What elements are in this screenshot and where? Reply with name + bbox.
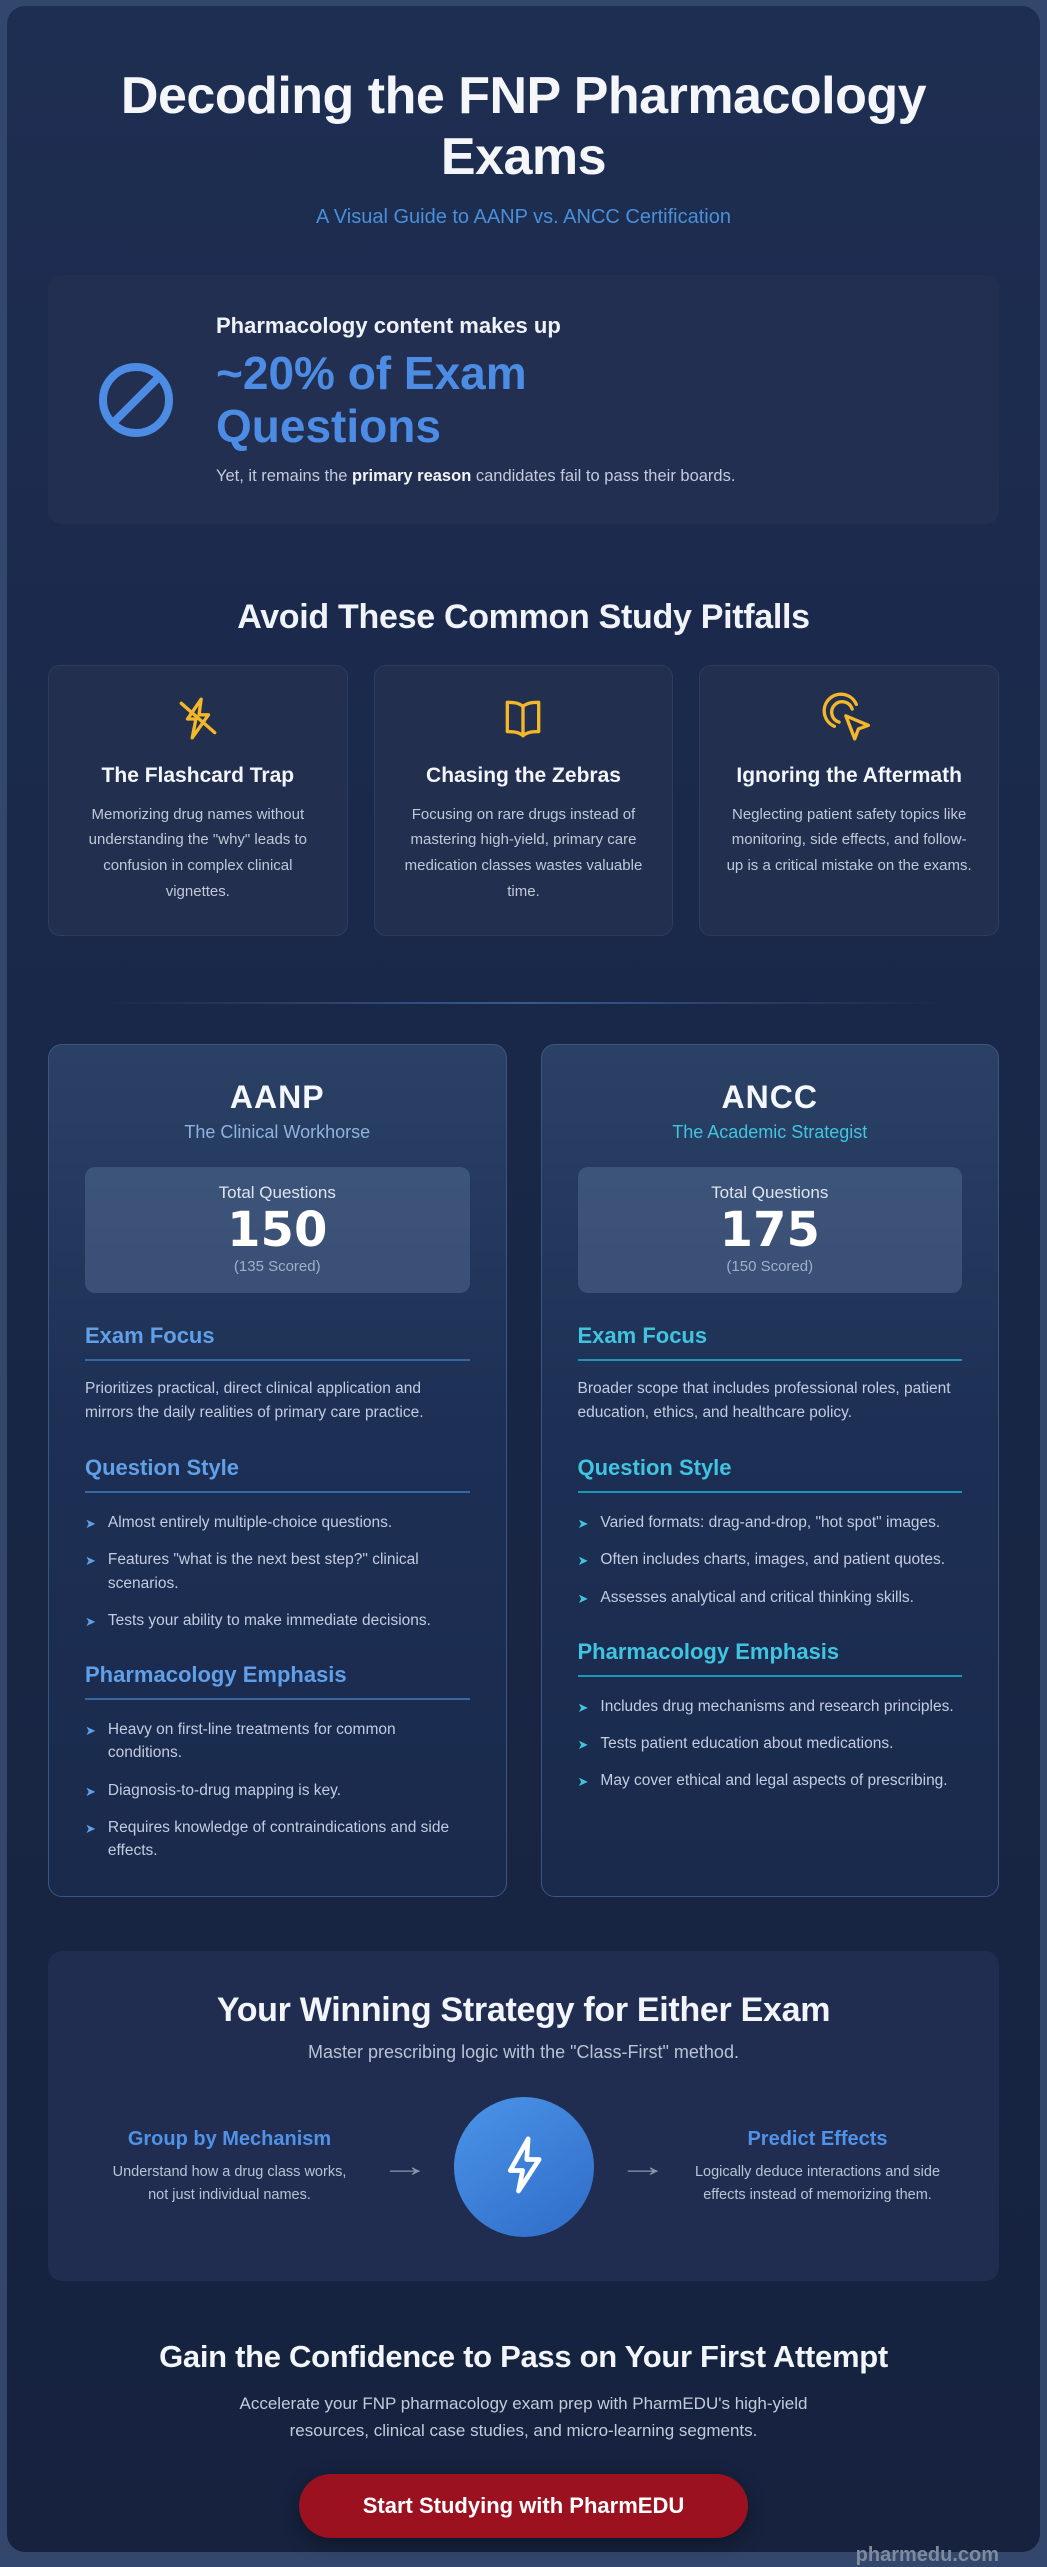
bullet-arrow-icon: ➤ xyxy=(577,1774,589,1790)
strategy-subtitle: Master prescribing logic with the "Class-First" method. xyxy=(308,2042,739,2063)
exam-focus-heading: Exam Focus xyxy=(85,1323,470,1361)
cta-text: Accelerate your FNP pharmacology exam prep with PharmEDU's high-yield resources, clinical case studies, and micro-learning segments. xyxy=(239,2394,808,2440)
bullet-item xyxy=(85,1609,470,1632)
page-subtitle: A Visual Guide to AANP vs. ANCC Certification xyxy=(315,205,731,228)
prohibited-icon xyxy=(94,358,178,442)
strategy-row xyxy=(88,2097,959,2237)
strategy-step-left xyxy=(104,2128,356,2207)
bullet-item xyxy=(578,1548,963,1571)
stat-intro: Pharmacology content makes up xyxy=(216,312,561,338)
bullet-arrow-icon: ➤ xyxy=(85,1613,96,1629)
bullet-text: Heavy on first-line treatments for common conditions. xyxy=(107,1721,396,1762)
pitfall-card-chasing-zebras xyxy=(374,665,674,935)
stat-body xyxy=(216,313,953,487)
lightning-circle xyxy=(454,2097,594,2237)
pharm-emphasis-list xyxy=(578,1695,963,1793)
flow-arrow-icon: → xyxy=(379,2150,430,2184)
bullet-arrow-icon: ➤ xyxy=(85,1516,96,1532)
pitfall-title: The Flashcard Trap xyxy=(101,764,295,788)
bullet-text: Diagnosis-to-drug mapping is key. xyxy=(107,1781,342,1799)
total-questions-badge xyxy=(578,1167,963,1293)
bullet-arrow-icon: ➤ xyxy=(577,1737,589,1753)
pitfall-row xyxy=(48,665,999,935)
exam-focus-heading: Exam Focus xyxy=(578,1323,963,1361)
bullet-item xyxy=(578,1732,963,1755)
stat-note-prefix: Yet, it remains the xyxy=(216,467,353,486)
open-book-icon xyxy=(500,696,546,742)
bullet-arrow-icon: ➤ xyxy=(85,1820,96,1836)
total-questions-value: 150 xyxy=(227,1201,328,1258)
bullet-arrow-icon: ➤ xyxy=(85,1723,96,1739)
bullet-item xyxy=(85,1718,470,1765)
bullet-arrow-icon: ➤ xyxy=(577,1590,589,1606)
bullet-text: Features "what is the next best step?" clinical scenarios. xyxy=(107,1551,419,1592)
bullet-text: Tests patient education about medications. xyxy=(600,1735,894,1753)
pitfall-title: Ignoring the Aftermath xyxy=(736,764,962,788)
step-title: Group by Mechanism xyxy=(127,2127,332,2150)
section-divider xyxy=(105,1002,942,1004)
stat-note-bold: primary reason xyxy=(352,467,472,486)
total-questions-badge xyxy=(85,1167,470,1293)
stat-card xyxy=(48,275,999,525)
bullet-text: Includes drug mechanisms and research principles. xyxy=(600,1697,954,1715)
step-title: Predict Effects xyxy=(747,2127,888,2150)
bullet-arrow-icon: ➤ xyxy=(577,1699,589,1715)
bullet-text: Almost entirely multiple-choice questions. xyxy=(107,1514,393,1532)
total-questions-scored: (135 Scored) xyxy=(233,1258,321,1275)
page-title: Decoding the FNP Pharmacology Exams xyxy=(120,67,927,186)
pitfall-text: Focusing on rare drugs instead of mastering high-yield, primary care medication classes wastes valuable time. xyxy=(404,805,643,901)
question-style-list xyxy=(578,1511,963,1609)
pharm-emphasis-list xyxy=(85,1718,470,1862)
bullet-item xyxy=(578,1511,963,1534)
question-style-heading: Question Style xyxy=(85,1455,470,1493)
start-studying-button[interactable]: Start Studying with PharmEDU xyxy=(299,2474,748,2538)
exam-focus-text: Broader scope that includes professional roles, patient education, ethics, and healthcare policy. xyxy=(577,1380,951,1422)
pitfalls-section-title: Avoid These Common Study Pitfalls xyxy=(237,598,810,637)
tap-click-icon xyxy=(826,696,872,742)
exam-comparison-row xyxy=(48,1044,999,1897)
pharm-emphasis-heading: Pharmacology Emphasis xyxy=(85,1662,470,1700)
exam-card-aanp xyxy=(48,1044,507,1897)
total-questions-value: 175 xyxy=(719,1201,820,1258)
pitfall-card-flashcard-trap xyxy=(48,665,348,935)
question-style-list xyxy=(85,1511,470,1632)
exam-card-ancc xyxy=(541,1044,1000,1897)
stat-note xyxy=(216,467,953,486)
bullet-item xyxy=(85,1548,470,1595)
strategy-step-right xyxy=(692,2128,944,2207)
step-text: Logically deduce interactions and side effects instead of memorizing them. xyxy=(694,2163,941,2203)
bullet-item xyxy=(85,1779,470,1802)
strategy-card xyxy=(48,1951,999,2281)
pharm-emphasis-heading: Pharmacology Emphasis xyxy=(578,1639,963,1677)
bullet-text: Requires knowledge of contraindications and side effects. xyxy=(107,1818,450,1860)
bullet-text: May cover ethical and legal aspects of prescribing. xyxy=(600,1772,948,1790)
total-questions-label: Total Questions xyxy=(711,1182,829,1202)
pitfall-text: Memorizing drug names without understanding the "why" leads to confusion in complex clinical vignettes. xyxy=(88,805,307,901)
exam-tagline: The Academic Strategist xyxy=(672,1121,868,1142)
question-style-heading: Question Style xyxy=(578,1455,963,1493)
total-questions-scored: (150 Scored) xyxy=(726,1258,814,1275)
exam-name: AANP xyxy=(229,1078,325,1115)
pitfall-text: Neglecting patient safety topics like monitoring, side effects, and follow-up is a critical mistake on the exams. xyxy=(726,805,972,875)
total-questions-label: Total Questions xyxy=(218,1182,336,1202)
bullet-text: Tests your ability to make immediate decisions. xyxy=(107,1611,431,1629)
flow-arrow-icon: → xyxy=(617,2150,668,2184)
bullet-text: Varied formats: drag-and-drop, "hot spot" images. xyxy=(600,1514,941,1532)
site-footer-text: pharmedu.com xyxy=(855,2543,999,2566)
bullet-text: Often includes charts, images, and patient quotes. xyxy=(600,1551,946,1569)
cta-title: Gain the Confidence to Pass on Your First Attempt xyxy=(159,2339,888,2375)
bullet-arrow-icon: ➤ xyxy=(577,1553,589,1569)
bullet-text: Assesses analytical and critical thinking skills. xyxy=(600,1588,914,1606)
stat-highlight: ~20% of Exam Questions xyxy=(216,346,527,453)
step-text: Understand how a drug class works, not just individual names. xyxy=(112,2163,347,2203)
infographic-root xyxy=(7,6,1040,2566)
stat-note-suffix: candidates fail to pass their boards. xyxy=(471,467,736,486)
pitfall-card-ignoring-aftermath xyxy=(699,665,999,935)
bullet-arrow-icon: ➤ xyxy=(85,1783,96,1799)
strategy-title: Your Winning Strategy for Either Exam xyxy=(216,1991,831,2030)
bullet-item xyxy=(85,1816,470,1863)
bullet-arrow-icon: ➤ xyxy=(577,1516,589,1532)
bullet-item xyxy=(578,1586,963,1609)
exam-tagline: The Clinical Workhorse xyxy=(184,1121,371,1142)
bullet-item xyxy=(578,1695,963,1718)
zap-off-icon xyxy=(175,696,221,742)
lightning-icon xyxy=(491,2132,557,2203)
bullet-item xyxy=(578,1769,963,1792)
exam-name: ANCC xyxy=(721,1078,818,1115)
bullet-arrow-icon: ➤ xyxy=(85,1553,96,1569)
cta-section xyxy=(48,2339,999,2538)
pitfall-title: Chasing the Zebras xyxy=(426,764,621,788)
exam-focus-text: Prioritizes practical, direct clinical application and mirrors the daily realities of primary care practice. xyxy=(85,1380,424,1422)
bullet-item xyxy=(85,1511,470,1534)
